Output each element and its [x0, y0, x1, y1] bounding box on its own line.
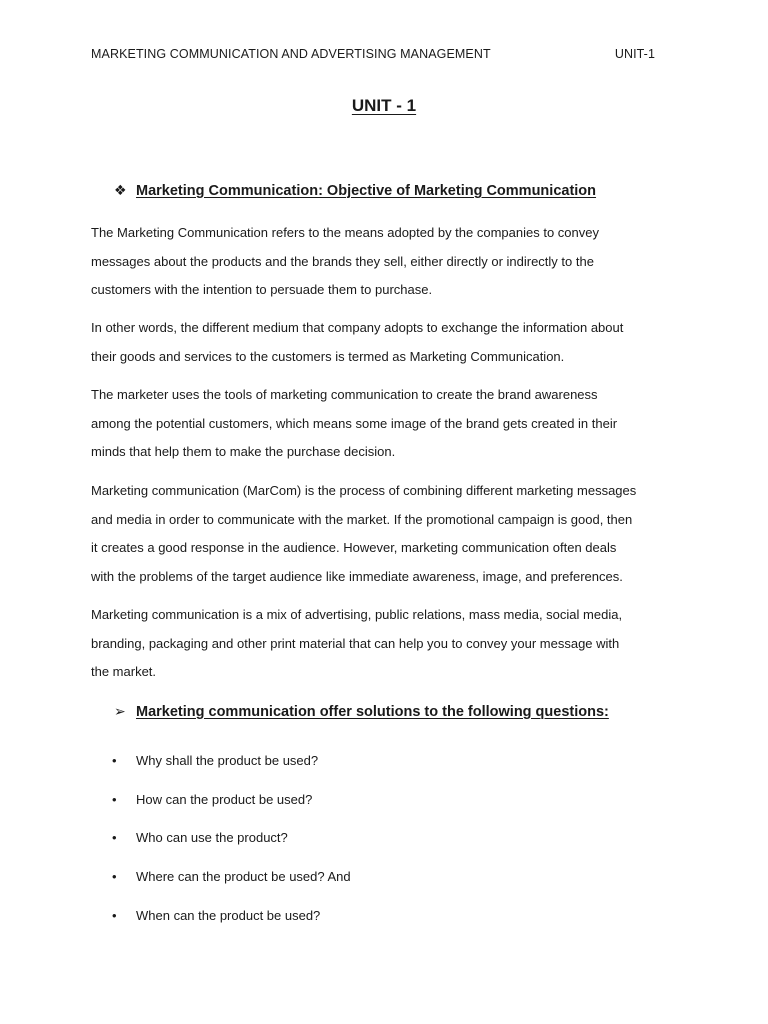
- list-item-text: Why shall the product be used?: [136, 752, 319, 768]
- bullet-dot-icon: •: [112, 869, 117, 885]
- diamond-bullet-icon: ❖: [114, 182, 127, 198]
- list-item: [112, 819, 351, 858]
- paragraph-line: The Marketing Communication refers to the means adopted by the companies to convey: [91, 225, 599, 240]
- question-list: [112, 741, 351, 935]
- paragraph-line: The marketer uses the tools of marketing communication to create the brand awareness: [91, 387, 598, 402]
- paragraph-line: and media in order to communicate with the market. If the promotional campaign is good, then: [91, 511, 633, 527]
- bullet-dot-icon: •: [112, 830, 117, 846]
- section-heading-text: Marketing communication offer solutions to the following questions:: [136, 703, 609, 720]
- running-header: [91, 47, 655, 61]
- list-item-text: Where can the product be used? And: [136, 869, 351, 885]
- list-item-text: How can the product be used?: [136, 791, 313, 807]
- bullet-dot-icon: •: [112, 908, 117, 924]
- list-item-text: Who can use the product?: [136, 830, 288, 846]
- list-item: [112, 857, 351, 896]
- paragraph-line: In other words, the different medium that company adopts to exchange the information about: [91, 320, 624, 335]
- header-course-title: MARKETING COMMUNICATION AND ADVERTISING MANAGEMENT: [91, 47, 491, 61]
- page-title: UNIT - 1: [351, 96, 417, 115]
- bullet-dot-icon: •: [112, 791, 117, 807]
- paragraph-line: Marketing communication (MarCom) is the process of combining different marketing messages: [91, 483, 637, 498]
- list-item-text: When can the product be used?: [136, 908, 321, 924]
- paragraph-line: the market.: [91, 664, 157, 680]
- list-item: [112, 741, 351, 780]
- arrow-bullet-icon: ➢: [114, 703, 126, 719]
- paragraph-line: it creates a good response in the audience. However, marketing communication often deals: [91, 540, 617, 556]
- paragraph-line: customers with the intention to persuade them to purchase.: [91, 282, 433, 298]
- paragraph-line: their goods and services to the customers is termed as Marketing Communication.: [91, 348, 565, 364]
- paragraph-line: among the potential customers, which means some image of the brand gets created in their: [91, 415, 618, 431]
- paragraph-line: minds that help them to make the purchase decision.: [91, 444, 396, 460]
- paragraph-mix: [91, 601, 681, 687]
- section-heading-questions: [114, 703, 609, 720]
- paragraph-line: branding, packaging and other print material that can help you to convey your message with: [91, 635, 620, 651]
- bullet-dot-icon: •: [112, 752, 117, 768]
- paragraph-line: with the problems of the target audience like immediate awareness, image, and preferences.: [91, 568, 623, 584]
- header-unit-label: UNIT-1: [614, 47, 655, 61]
- paragraph-brand-awareness: [91, 381, 681, 467]
- paragraph-line: messages about the products and the brands they sell, either directly or indirectly to the: [91, 253, 594, 269]
- section-heading-objective: [114, 182, 596, 199]
- paragraph-definition: [91, 219, 681, 305]
- paragraph-other-words: [91, 314, 681, 371]
- paragraph-marcom: [91, 477, 681, 591]
- list-item: [112, 896, 351, 935]
- list-item: [112, 780, 351, 819]
- section-heading-text: Marketing Communication: Objective of Marketing Communication: [136, 182, 597, 199]
- paragraph-line: Marketing communication is a mix of advertising, public relations, mass media, social media,: [91, 607, 623, 622]
